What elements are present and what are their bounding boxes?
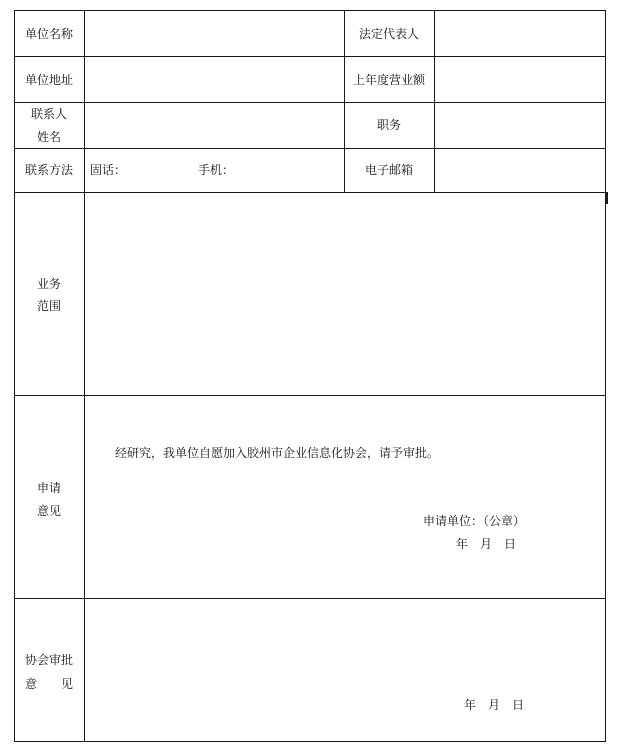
row-divider xyxy=(14,741,606,742)
application-label-line1: 申请 xyxy=(36,481,61,495)
position-field[interactable] xyxy=(435,103,605,148)
table-border-right xyxy=(605,10,606,742)
approval-label-line1: 协会审批 xyxy=(24,653,73,667)
applicant-seal-line: 申请单位：（公章） xyxy=(423,514,526,528)
application-statement: 经研究，我单位自愿加入胶州市企业信息化协会，请予审批。 xyxy=(115,446,440,460)
email-label: 电子邮箱 xyxy=(364,163,413,177)
business-scope-label-line1: 业务 xyxy=(36,277,61,291)
legal-representative-field[interactable] xyxy=(435,11,605,56)
business-scope-label-line2: 范围 xyxy=(36,299,61,313)
position-label: 职务 xyxy=(376,118,401,132)
annual-revenue-field[interactable] xyxy=(435,57,605,102)
application-label-line2: 意见 xyxy=(36,504,61,518)
landline-label: 固话： xyxy=(90,163,127,177)
application-date: 年 月 日 xyxy=(456,537,517,551)
row-divider xyxy=(14,395,606,396)
landline-field[interactable] xyxy=(128,149,196,192)
unit-address-field[interactable] xyxy=(85,57,344,102)
approval-label-line2: 意 见 xyxy=(24,677,73,691)
unit-address-label: 单位地址 xyxy=(24,73,73,87)
mobile-label: 手机： xyxy=(198,163,235,177)
unit-name-label: 单位名称 xyxy=(24,27,73,41)
border-mark xyxy=(606,192,608,204)
contact-label-line1: 联系人 xyxy=(30,107,67,121)
approval-opinion-field[interactable] xyxy=(85,599,605,689)
email-field[interactable] xyxy=(435,149,605,192)
contact-label-line2: 姓名 xyxy=(36,130,61,144)
unit-name-field[interactable] xyxy=(85,11,344,56)
annual-revenue-label: 上年度营业额 xyxy=(352,73,425,87)
mobile-field[interactable] xyxy=(236,149,344,192)
approval-date: 年 月 日 xyxy=(464,698,525,712)
business-scope-field[interactable] xyxy=(85,193,605,395)
contact-name-field[interactable] xyxy=(85,103,344,148)
contact-method-label: 联系方法 xyxy=(24,163,73,177)
legal-representative-label: 法定代表人 xyxy=(358,27,419,41)
